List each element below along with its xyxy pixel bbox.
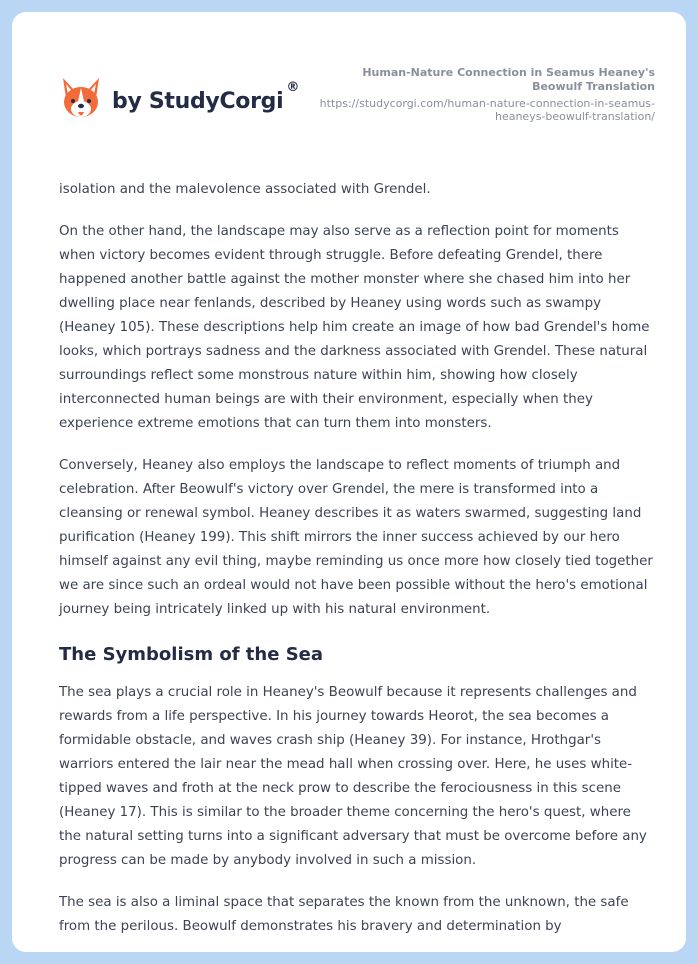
paragraph: The sea plays a crucial role in Heaney's Beowulf because it represents challenges and rewards from a life perspective. In his journey towards Heorot, the sea becomes a formidable obstacle, and waves crash ship (Heaney 39). For instance, Hrothgar's warriors entered the lair near the mead hall when crossing over. Here, he uses white-tipped waves and froth at the neck prow to describe the ferociousness in this scene (Heaney 17). This is similar to the broader theme concerning the hero's quest, where the natural setting turns into a significant adversary that must be overcome before any progress can be made by anybody involved in such a mission.: [59, 685, 647, 868]
paragraph: The sea is also a liminal space that separates the known from the unknown, the safe from the perilous. Beowulf demonstrates his bravery and determination by: [59, 895, 629, 934]
registered-mark: ®: [286, 79, 300, 95]
section-heading: The Symbolism of the Sea: [59, 644, 324, 665]
brand-name: by StudyCorgi: [112, 88, 284, 114]
corgi-icon: [60, 76, 102, 122]
document-url[interactable]: https://studycorgi.com/human-nature-connection-in-seamus-heaneys-beowulf-translation/: [319, 97, 655, 123]
document-body: [59, 178, 653, 952]
studycorgi-logo[interactable]: [60, 76, 299, 122]
document-meta: [315, 66, 655, 123]
page-header: [12, 12, 686, 162]
paragraph: isolation and the malevolence associated with Grendel.: [59, 182, 431, 197]
paragraph: Conversely, Heaney also employs the landscape to reflect moments of triumph and celebration. After Beowulf's victory over Grendel, the mere is transformed into a cleansing or renewal symbol. Heaney describes it as waters swarmed, suggesting land purification (Heaney 199). This shift mirrors the inner success achieved by our hero himself against any evil thing, maybe reminding us once more how closely tied together we are since such an ordeal would not have been possible without the hero's emotional journey being intricately linked up with his natural environment.: [59, 458, 653, 617]
document-title: Human-Nature Connection in Seamus Heaney's Beowulf Translation: [362, 66, 655, 93]
document-page: [12, 12, 686, 952]
paragraph: On the other hand, the landscape may also serve as a reflection point for moments when victory becomes evident through struggle. Before defeating Grendel, there happened another battle against the mother monster where she chased him into her dwelling place near fenlands, described by Heaney using words such as swampy (Heaney 105). These descriptions help him create an image of how bad Grendel's home looks, which portrays sadness and the darkness associated with Grendel. These natural surroundings reflect some monstrous nature within him, showing how closely interconnected human beings are with their environment, especially when they experience extreme emotions that can turn them into monsters.: [59, 224, 650, 431]
